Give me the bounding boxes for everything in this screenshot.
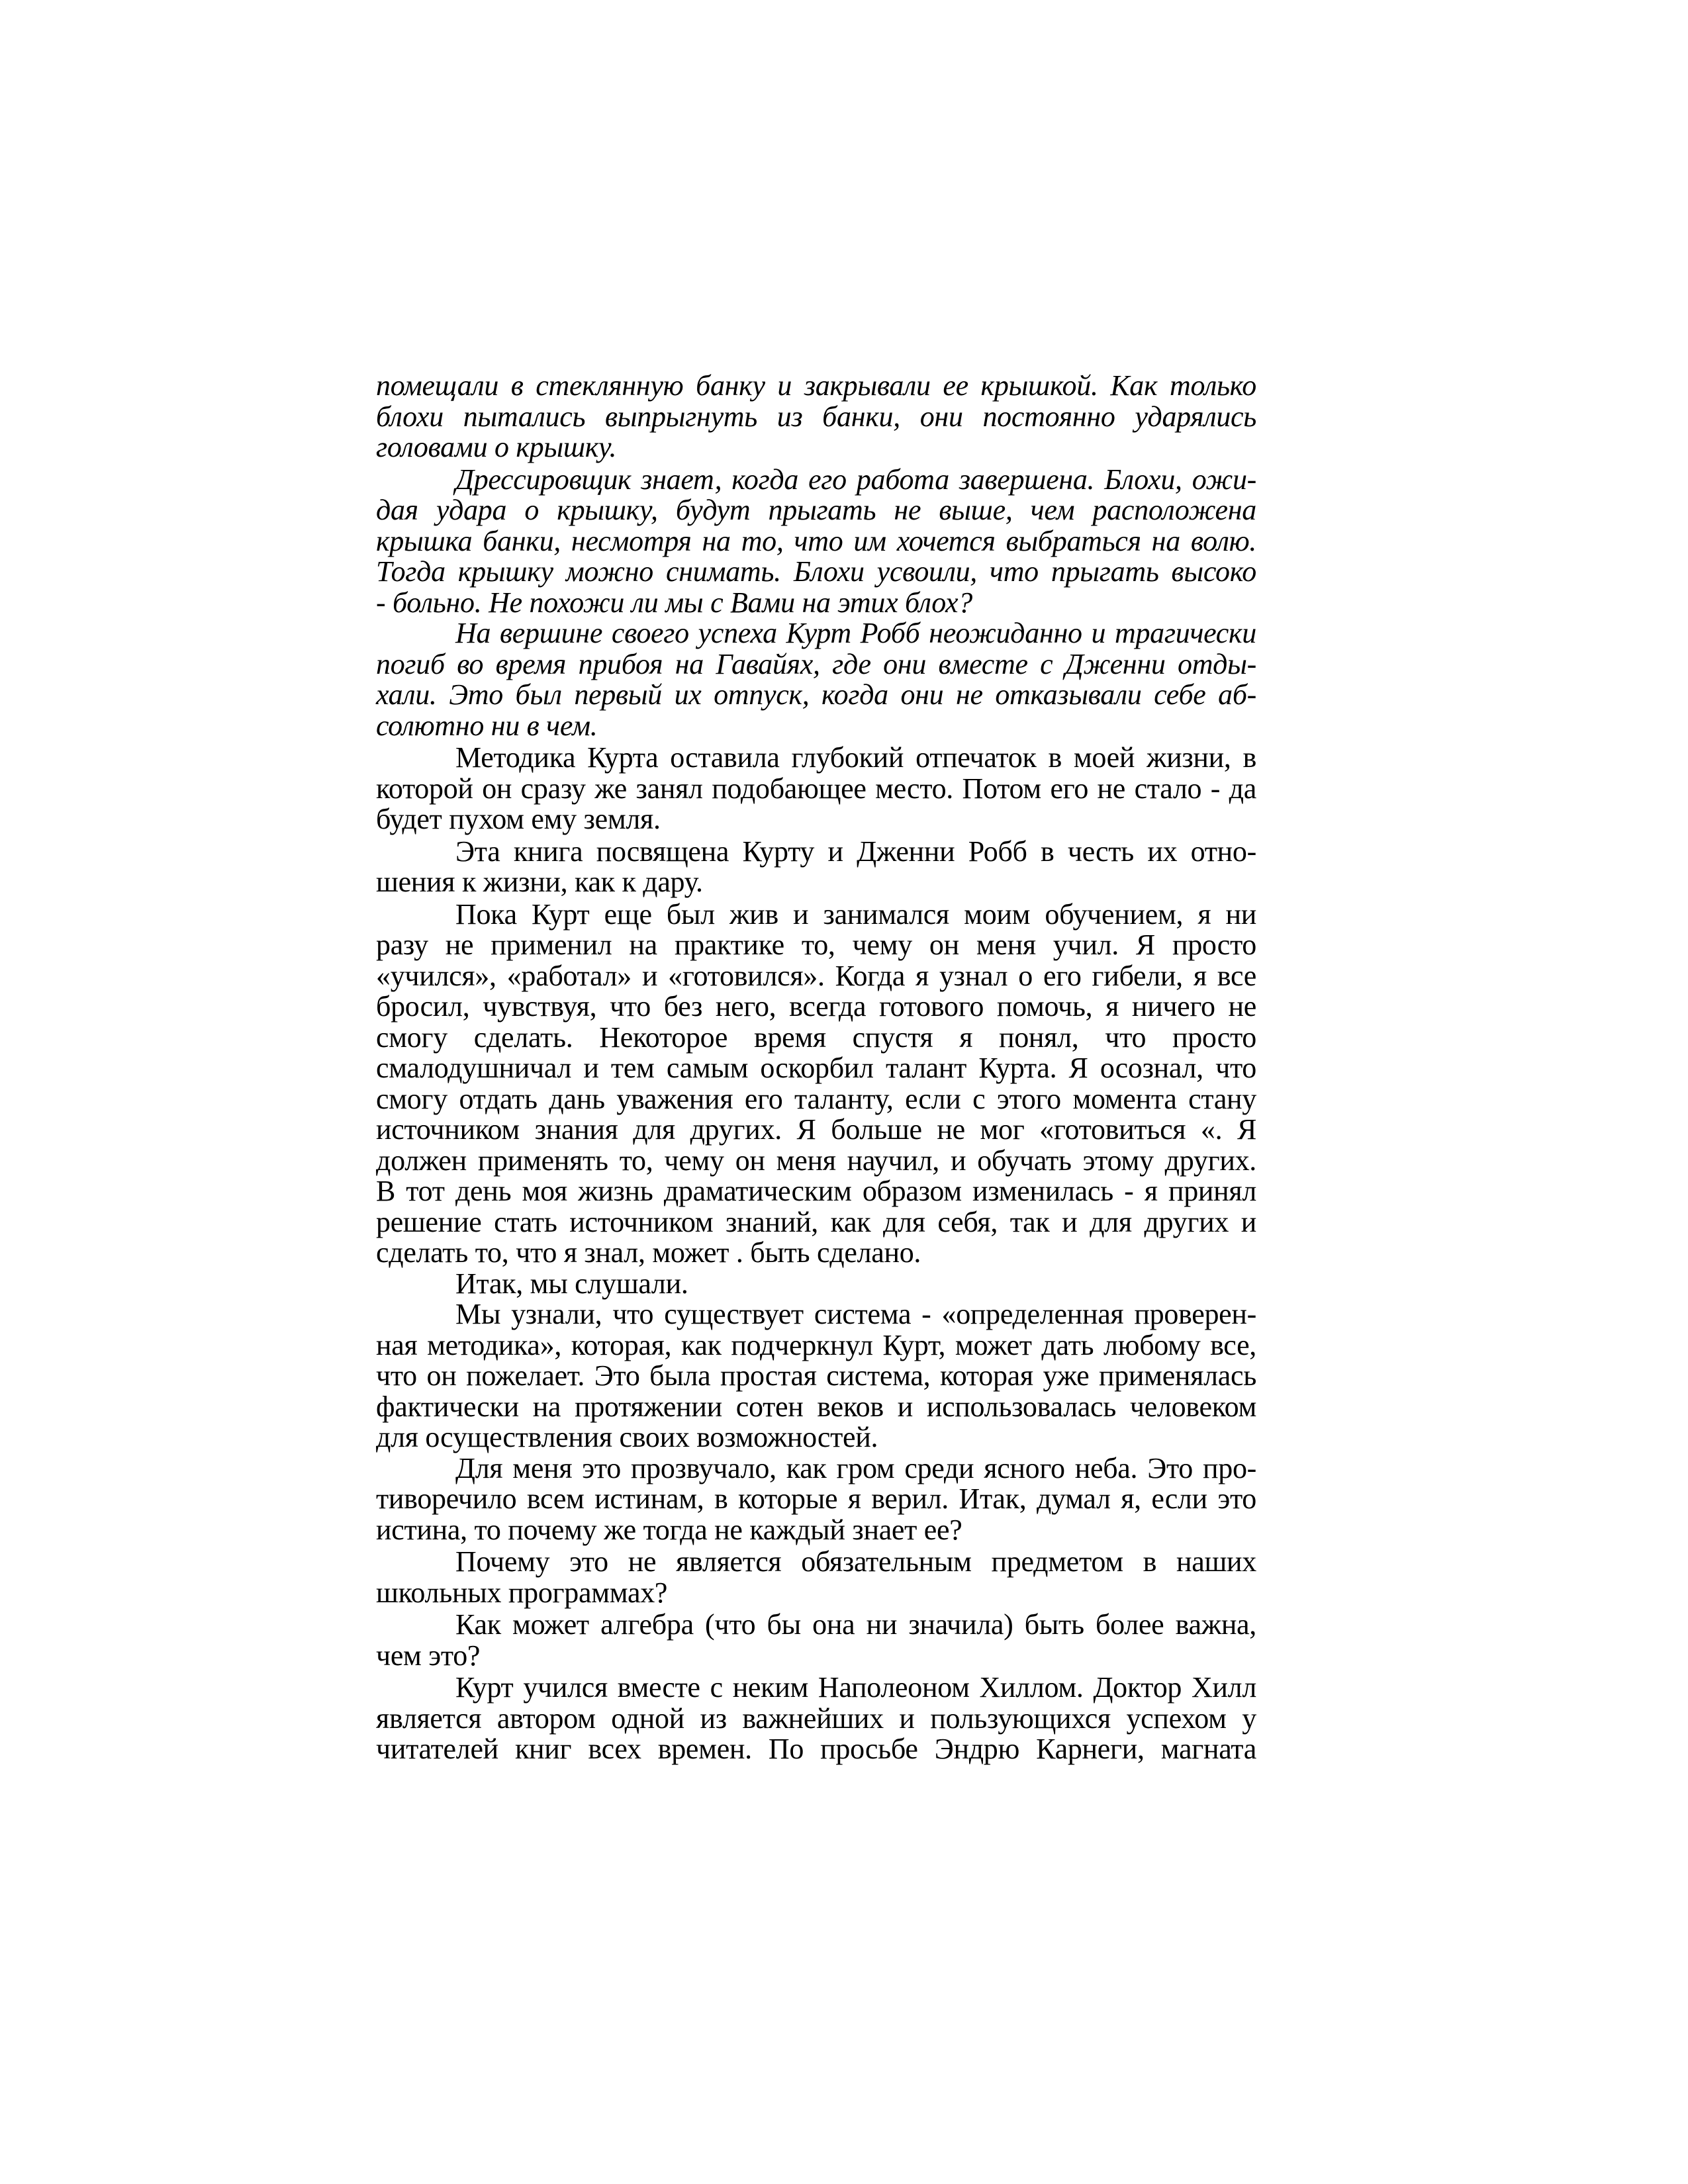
text-line: смогу отдать дань уважения его таланту, если с этого момента стану [376,1082,1256,1115]
text-line: сделать то, что я знал, может . быть сделано. [376,1236,921,1269]
text-line: На вершине своего успеха Курт Робб неожиданно и трагически [455,617,1256,649]
text-line: разу не применил на практике то, чему он меня учил. Я просто [376,929,1256,961]
paragraph-9 [376,1672,1256,1765]
text-line: для осуществления своих возможностей. [376,1421,878,1453]
text-line: Методика Курта оставила глубокий отпечаток в моей жизни, в [455,741,1256,774]
text-line: тиворечило всем истинам, в которые я верил. Итак, думал я, если это [376,1482,1256,1515]
text-line: погиб во время прибоя на Гавайях, где они вместе с Дженни отды- [376,647,1256,680]
paragraph-7 [376,1547,1256,1608]
text-line: бросил, чувствуя, что без него, всегда готового помочь, я ничего не [376,990,1256,1023]
text-line: источником знания для других. Я больше не мог «готовиться «. Я [376,1113,1256,1146]
text-line: Для меня это прозвучало, как гром среди ясного неба. Это про- [455,1451,1256,1484]
text-line: чем это? [376,1639,481,1672]
text-line: является автором одной из важнейших и пользующихся успехом у [376,1702,1256,1735]
paragraph-3 [376,899,1256,1269]
document-page [376,371,1256,1765]
text-line: должен применять то, чему он меня научил, и обучать этому других. [376,1144,1256,1177]
regular-section [376,743,1256,1765]
paragraph-6 [376,1453,1256,1546]
text-line: В тот день моя жизнь драматическим образом изменилась - я принял [376,1175,1256,1207]
italic-paragraph-1 [376,371,1256,463]
italic-paragraph-3 [376,618,1256,741]
text-line: смалодушничал и тем самым оскорбил талант Курта. Я осознал, что [376,1052,1256,1084]
text-line: дая удара о крышку, будут прыгать не выше, чем расположена [376,494,1256,526]
text-line: блохи пытались выпрыгнуть из банки, они постоянно ударялись [376,400,1256,433]
italic-section [376,371,1256,741]
text-line: ная методика», которая, как подчеркнул Курт, может дать любому все, [376,1328,1256,1361]
text-line: Мы узнали, что существует система - «определенная проверен- [455,1298,1256,1330]
text-line: школьных программах? [376,1576,668,1609]
text-line: солютно ни в чем. [376,709,598,742]
text-line: крышка банки, несмотря на то, что им хочется выбраться на волю. [376,524,1256,557]
text-line: что он пожелает. Это была простая система, которая уже применялась [376,1359,1256,1392]
text-line: истина, то почему же тогда не каждый знает ее? [376,1513,962,1546]
paragraph-4 [376,1269,1256,1300]
text-line: читателей книг всех времен. По просьбе Эндрю Карнеги, магната [376,1733,1256,1765]
italic-paragraph-2 [376,465,1256,619]
text-line: решение стать источником знаний, как для себя, так и для других и [376,1205,1256,1238]
text-line: которой он сразу же занял подобающее место. Потом его не стало - да [376,772,1256,805]
text-line: - больно. Не похожи ли мы с Вами на этих блох? [376,586,972,619]
text-line: будет пухом ему земля. [376,803,661,835]
text-line: Эта книга посвящена Курту и Дженни Робб в честь их отно- [455,835,1256,868]
text-line: Как может алгебра (что бы она ни значила) быть более важна, [455,1608,1256,1641]
text-line: хали. Это был первый их отпуск, когда они не отказывали себе аб- [376,678,1256,711]
text-line: фактически на протяжении сотен веков и использовалась человеком [376,1390,1256,1423]
paragraph-8 [376,1610,1256,1671]
paragraph-1 [376,743,1256,835]
text-line: Дрессировщик знает, когда его работа завершена. Блохи, ожи- [455,463,1256,496]
text-line: «учился», «работал» и «готовился». Когда я узнал о его гибели, я все [376,959,1256,992]
text-line: Курт учился вместе с неким Наполеоном Хиллом. Доктор Хилл [455,1671,1256,1704]
text-line: шения к жизни, как к дару. [376,866,703,898]
text-line: помещали в стеклянную банку и закрывали ее крышкой. Как только [376,369,1256,402]
text-line: смогу сделать. Некоторое время спустя я понял, что просто [376,1021,1256,1054]
text-line: Пока Курт еще был жив и занимался моим обучением, я ни [455,897,1256,931]
text-line: головами о крышку. [376,431,617,463]
paragraph-5 [376,1299,1256,1453]
text-line: Итак, мы слушали. [455,1267,688,1300]
paragraph-2 [376,837,1256,898]
text-line: Тогда крышку можно снимать. Блохи усвоили, что прыгать высоко [376,555,1256,588]
text-line: Почему это не является обязательным предметом в наших [455,1545,1256,1578]
